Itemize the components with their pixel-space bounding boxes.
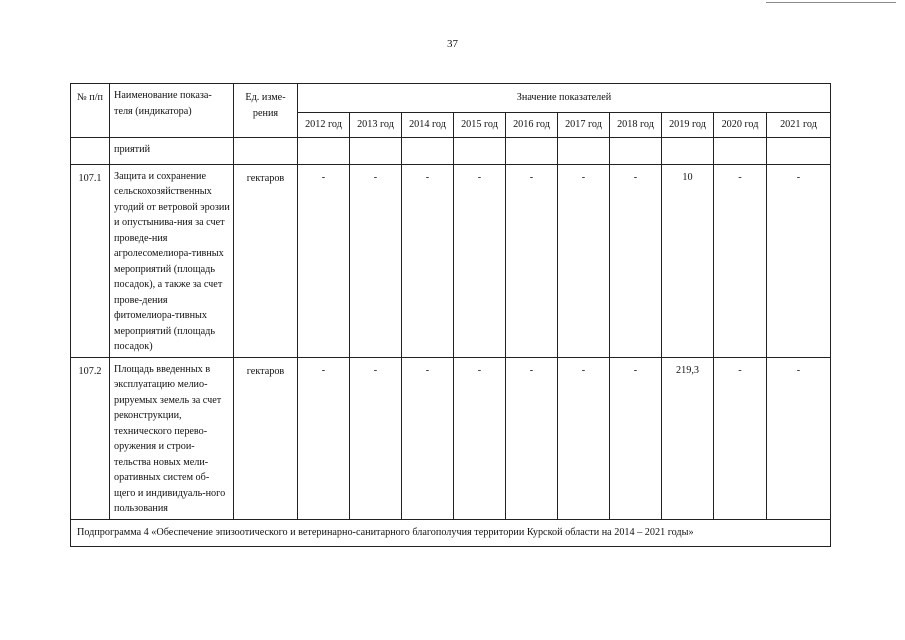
value-cell: - (350, 357, 402, 519)
indicator-name: Защита и сохранение сельскохозяйственных угодий от ветровой эрозии и опустынива-ния за счет проведе-ния агролесомелиора-тивных мероприятий (площадь посадок), а также за счет прове-дения фитомелиора-тивных мероприятий (площадь посадок) (110, 164, 234, 357)
value-cell: - (454, 164, 506, 357)
header-values-group: Значение показателей (298, 84, 831, 113)
row-number: 107.2 (71, 357, 110, 519)
empty-cell (558, 138, 610, 165)
page-number: 37 (447, 38, 458, 50)
value-cell: 10 (662, 164, 714, 357)
year-cell: 2018 год (610, 113, 662, 138)
empty-cell (298, 138, 350, 165)
continuation-text: приятий (110, 138, 234, 165)
value-cell: - (506, 357, 558, 519)
year-cell: 2016 год (506, 113, 558, 138)
year-cell: 2012 год (298, 113, 350, 138)
value-cell: - (558, 164, 610, 357)
empty-cell (234, 138, 298, 165)
year-cell: 2015 год (454, 113, 506, 138)
value-cell: - (402, 164, 454, 357)
empty-cell (454, 138, 506, 165)
value-cell: - (714, 357, 767, 519)
unit-cell: гектаров (234, 357, 298, 519)
value-cell: - (298, 164, 350, 357)
year-cell: 2017 год (558, 113, 610, 138)
indicators-table (70, 83, 831, 547)
value-cell: - (610, 164, 662, 357)
value-cell: - (767, 357, 831, 519)
row-number: 107.1 (71, 164, 110, 357)
year-cell: 2021 год (767, 113, 831, 138)
table-row (71, 164, 831, 357)
value-cell: - (610, 357, 662, 519)
empty-cell (71, 138, 110, 165)
year-cell: 2013 год (350, 113, 402, 138)
empty-cell (662, 138, 714, 165)
value-cell: - (350, 164, 402, 357)
value-cell: - (558, 357, 610, 519)
unit-cell: гектаров (234, 164, 298, 357)
header-row (71, 84, 831, 113)
subprogram-row (71, 519, 831, 547)
empty-cell (402, 138, 454, 165)
empty-cell (714, 138, 767, 165)
year-cell: 2014 год (402, 113, 454, 138)
empty-cell (350, 138, 402, 165)
year-cell: 2019 год (662, 113, 714, 138)
value-cell: - (506, 164, 558, 357)
value-cell: - (767, 164, 831, 357)
empty-cell (767, 138, 831, 165)
indicator-name: Площадь введенных в эксплуатацию мелио-рируемых земель за счет реконструкции, технического перево-оружения и строи-тельства новых мели-оративных систем об-щего и индивидуаль-ного пользования (110, 357, 234, 519)
subprogram-title: Подпрограмма 4 «Обеспечение эпизоотического и ветеринарно-санитарного благополучия территории Курской области на 2014 – 2021 годы» (71, 519, 831, 547)
empty-cell (506, 138, 558, 165)
top-edge-line (766, 2, 896, 3)
value-cell: - (402, 357, 454, 519)
value-cell: 219,3 (662, 357, 714, 519)
continuation-row (71, 138, 831, 165)
header-name: Наименование показа-теля (индикатора) (110, 84, 234, 138)
header-num: № п/п (71, 84, 110, 138)
value-cell: - (298, 357, 350, 519)
header-unit: Ед. изме-рения (234, 84, 298, 138)
value-cell: - (454, 357, 506, 519)
table-row (71, 357, 831, 519)
year-cell: 2020 год (714, 113, 767, 138)
empty-cell (610, 138, 662, 165)
value-cell: - (714, 164, 767, 357)
